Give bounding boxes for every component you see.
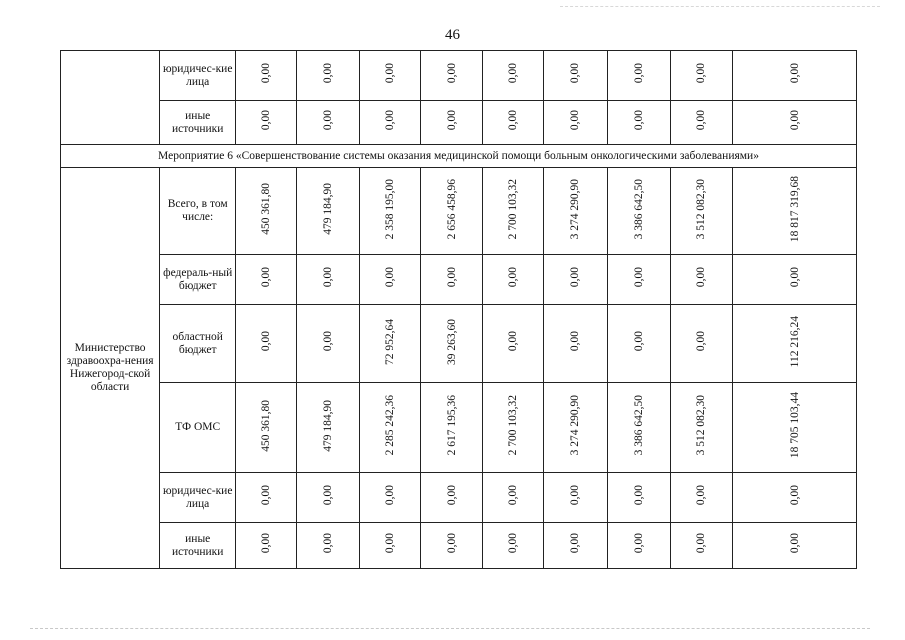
value-text: 0,00 [260,110,273,131]
value-cell [296,305,359,383]
value-cell [544,51,608,101]
event-title: Мероприятие 6 «Совершенствование системы оказания медицинской помощи больным онкологическими заболеваниями» [61,145,857,168]
table-row [61,101,857,145]
value-text: 0,00 [384,485,397,506]
value-text: 0,00 [507,63,520,84]
value-text: 450 361,80 [260,399,273,452]
table-row [61,523,857,569]
value-cell [544,523,608,569]
value-text: 0,00 [695,63,708,84]
value-cell [607,383,670,473]
table-row [61,383,857,473]
value-cell [359,255,421,305]
value-cell [483,305,544,383]
value-text: 0,00 [445,63,458,84]
table-row [61,305,857,383]
value-text: 0,00 [507,533,520,554]
value-cell [607,523,670,569]
value-text: 0,00 [569,331,582,352]
value-cell [733,51,857,101]
value-text: 0,00 [569,110,582,131]
value-cell [421,255,483,305]
value-cell [733,168,857,255]
value-cell [670,255,733,305]
value-cell [236,168,297,255]
value-text: 72 952,64 [384,318,397,365]
value-cell [421,305,483,383]
value-text: 3 386 642,50 [632,178,645,240]
value-cell [421,101,483,145]
value-cell [421,168,483,255]
value-text: 3 512 082,30 [695,178,708,240]
value-cell [359,168,421,255]
value-cell [421,473,483,523]
funding-table [60,50,857,569]
value-cell [236,523,297,569]
value-cell [670,101,733,145]
value-text: 0,00 [260,485,273,506]
value-text: 0,00 [321,485,334,506]
value-cell [296,473,359,523]
value-cell [421,383,483,473]
value-text: 0,00 [569,533,582,554]
value-text: 0,00 [321,110,334,131]
value-cell [670,523,733,569]
value-cell [544,101,608,145]
value-text: 0,00 [507,110,520,131]
table-body [61,51,857,569]
funding-source-label: ТФ ОМС [160,383,236,473]
value-text: 479 184,90 [321,183,334,235]
value-text: 0,00 [569,485,582,506]
value-cell [236,255,297,305]
table-row [61,255,857,305]
value-cell [296,523,359,569]
value-text: 0,00 [569,267,582,288]
value-text: 479 184,90 [321,399,334,452]
table-row [61,51,857,101]
value-text: 0,00 [695,110,708,131]
value-cell [670,51,733,101]
value-text: 0,00 [788,110,801,131]
value-text: 0,00 [384,63,397,84]
scan-artifact-bottom [30,628,870,630]
value-text: 0,00 [260,267,273,288]
value-text: 2 285 242,36 [384,395,397,456]
value-cell [421,51,483,101]
table-row [61,168,857,255]
value-text: 0,00 [788,485,801,506]
value-cell [236,101,297,145]
value-text: 0,00 [445,485,458,506]
value-text: 18 705 103,44 [788,392,801,459]
value-cell [296,255,359,305]
value-cell [733,523,857,569]
value-text: 18 817 319,68 [788,175,801,243]
value-text: 0,00 [695,267,708,288]
scan-artifact-top [560,6,880,8]
value-text: 2 656 458,96 [445,178,458,240]
value-cell [607,305,670,383]
value-cell [359,473,421,523]
value-cell [236,473,297,523]
value-cell [236,305,297,383]
funding-source-label: федераль-ный бюджет [160,255,236,305]
value-cell [544,473,608,523]
value-text: 0,00 [321,63,334,84]
value-cell [733,473,857,523]
value-cell [544,305,608,383]
organization-name: Министерство здравоохра-нения Нижегород-ской области [61,168,160,569]
value-cell [733,305,857,383]
page-number: 46 [445,27,460,43]
value-text: 0,00 [632,533,645,554]
value-cell [544,255,608,305]
value-cell [483,255,544,305]
value-text: 0,00 [695,485,708,506]
value-text: 0,00 [384,110,397,131]
value-cell [670,383,733,473]
value-text: 0,00 [507,267,520,288]
value-cell [607,168,670,255]
funding-source-label: юридичес-кие лица [160,51,236,101]
value-text: 39 263,60 [445,318,458,365]
value-text: 0,00 [632,331,645,352]
value-text: 2 617 195,36 [445,395,458,456]
funding-source-label: юридичес-кие лица [160,473,236,523]
value-cell [607,473,670,523]
value-cell [483,168,544,255]
value-text: 3 512 082,30 [695,395,708,456]
value-text: 0,00 [260,533,273,554]
value-text: 0,00 [384,267,397,288]
value-cell [670,168,733,255]
value-text: 0,00 [632,485,645,506]
funding-source-label: иные источники [160,101,236,145]
value-cell [359,523,421,569]
organization-cell-empty [61,51,160,145]
value-text: 0,00 [695,331,708,352]
value-cell [296,101,359,145]
value-text: 0,00 [507,485,520,506]
value-text: 0,00 [260,331,273,352]
value-cell [483,383,544,473]
value-cell [733,383,857,473]
value-text: 0,00 [788,267,801,288]
value-text: 3 386 642,50 [632,395,645,456]
value-cell [236,51,297,101]
value-cell [544,383,608,473]
value-cell [607,101,670,145]
value-cell [544,168,608,255]
value-cell [483,101,544,145]
funding-source-label: Всего, в том числе: [160,168,236,255]
value-text: 2 700 103,32 [507,178,520,240]
value-text: 0,00 [321,267,334,288]
value-text: 0,00 [445,267,458,288]
value-cell [359,101,421,145]
value-cell [607,255,670,305]
value-text: 450 361,80 [260,183,273,235]
value-text: 0,00 [632,267,645,288]
value-text: 0,00 [632,110,645,131]
value-cell [483,51,544,101]
value-text: 112 216,24 [788,315,801,368]
value-text: 0,00 [569,63,582,84]
value-cell [296,51,359,101]
value-cell [359,305,421,383]
value-cell [359,383,421,473]
value-text: 0,00 [632,63,645,84]
funding-source-label: иные источники [160,523,236,569]
value-cell [483,523,544,569]
value-cell [236,383,297,473]
value-text: 0,00 [260,63,273,84]
value-cell [421,523,483,569]
value-text: 2 700 103,32 [507,395,520,456]
value-text: 0,00 [384,533,397,554]
value-cell [296,168,359,255]
value-text: 0,00 [507,331,520,352]
value-text: 0,00 [788,533,801,554]
value-cell [607,51,670,101]
value-text: 0,00 [321,331,334,352]
value-text: 3 274 290,90 [569,395,582,456]
value-cell [733,255,857,305]
table-row [61,473,857,523]
value-text: 2 358 195,00 [384,178,397,240]
event-title-row [61,145,857,168]
value-cell [670,473,733,523]
funding-source-label: областной бюджет [160,305,236,383]
value-text: 0,00 [788,63,801,84]
value-cell [733,101,857,145]
value-cell [359,51,421,101]
value-text: 3 274 290,90 [569,178,582,240]
value-text: 0,00 [445,533,458,554]
value-cell [296,383,359,473]
value-text: 0,00 [321,533,334,554]
value-text: 0,00 [445,110,458,131]
value-cell [670,305,733,383]
value-cell [483,473,544,523]
value-text: 0,00 [695,533,708,554]
